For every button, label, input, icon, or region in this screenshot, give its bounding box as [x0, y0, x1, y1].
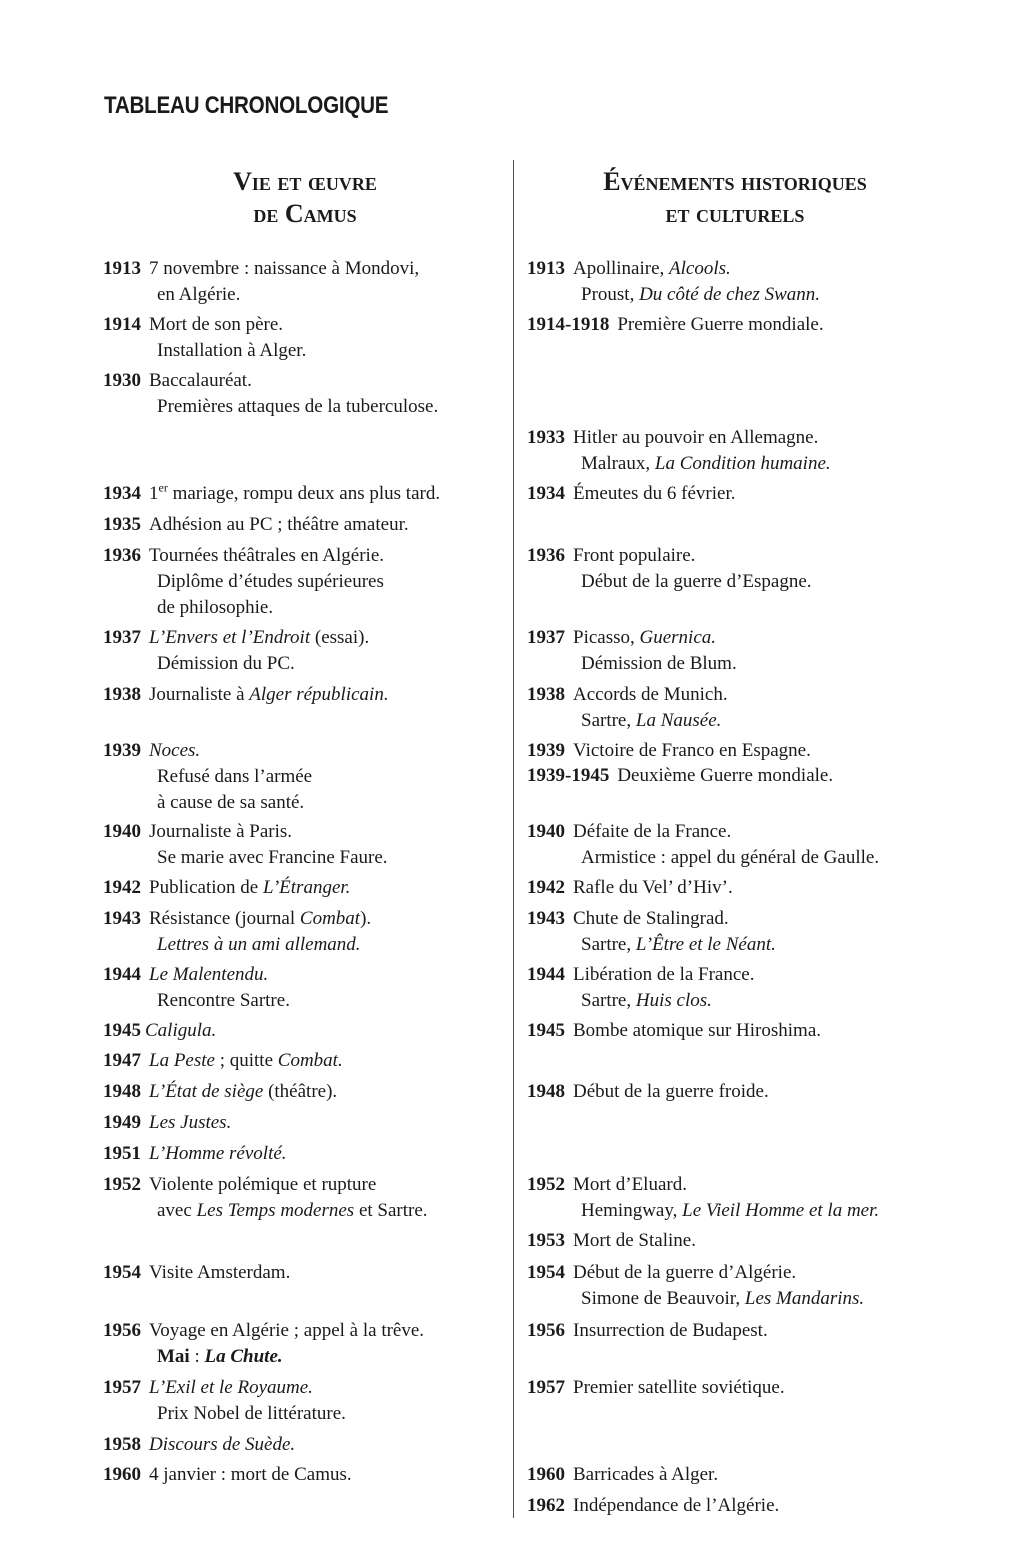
- right-entry-1913: 1913 Apollinaire, Alcools. Proust, Du côté de chez Swann.: [527, 258, 821, 305]
- right-entry-1914-1918: 1914-1918 Première Guerre mondiale.: [527, 314, 824, 335]
- left-entry-1951: 1951 L’Homme révolté.: [103, 1143, 287, 1164]
- year: 1934: [527, 483, 565, 504]
- right-entry-1938: 1938 Accords de Munich. Sartre, La Nausée.: [527, 684, 728, 731]
- year: 1940: [527, 821, 565, 842]
- left-entry-1937: 1937 L’Envers et l’Endroit (essai). Démission du PC.: [103, 627, 370, 674]
- column-divider: [513, 160, 514, 1518]
- right-entry-1957: 1957 Premier satellite soviétique.: [527, 1377, 785, 1398]
- right-entry-1936: 1936 Front populaire. Début de la guerre d’Espagne.: [527, 545, 812, 592]
- year: 1957: [527, 1377, 565, 1398]
- left-entry-1930: 1930 Baccalauréat. Premières attaques de la tuberculose.: [103, 370, 439, 417]
- right-entry-1940: 1940 Défaite de la France. Armistice : appel du général de Gaulle.: [527, 821, 880, 868]
- year: 1936: [103, 545, 141, 566]
- year: 1942: [527, 877, 565, 898]
- year: 1944: [527, 964, 565, 985]
- left-entry-1943: 1943 Résistance (journal Combat). Lettres à un ami allemand.: [103, 908, 372, 955]
- year: 1939-1945: [527, 765, 610, 786]
- right-entry-1939: 1939 Victoire de Franco en Espagne.: [527, 740, 811, 761]
- left-header-line1: Vie et œuvre: [233, 167, 377, 196]
- right-header-line2: et culturels: [665, 199, 805, 228]
- year: 1952: [103, 1174, 141, 1195]
- year: 1939: [527, 740, 565, 761]
- year: 1933: [527, 427, 565, 448]
- left-entry-1960: 1960 4 janvier : mort de Camus.: [103, 1464, 352, 1485]
- right-entry-1937: 1937 Picasso, Guernica. Démission de Blum.: [527, 627, 737, 674]
- left-entry-1957: 1957 L’Exil et le Royaume. Prix Nobel de littérature.: [103, 1377, 346, 1424]
- year: 1938: [527, 684, 565, 705]
- right-entry-1943: 1943 Chute de Stalingrad. Sartre, L’Être et le Néant.: [527, 908, 776, 955]
- year: 1913: [103, 258, 141, 279]
- year: 1948: [527, 1081, 565, 1102]
- year: 1951: [103, 1143, 141, 1164]
- right-entry-1942: 1942 Rafle du Vel’ d’Hiv’.: [527, 877, 733, 898]
- year: 1944: [103, 964, 141, 985]
- right-entry-1939-1945: 1939-1945 Deuxième Guerre mondiale.: [527, 765, 834, 786]
- year: 1957: [103, 1377, 141, 1398]
- right-header-line1: Événements historiques: [603, 167, 867, 196]
- year: 1930: [103, 370, 141, 391]
- year: 1913: [527, 258, 565, 279]
- right-entry-1948: 1948 Début de la guerre froide.: [527, 1081, 769, 1102]
- left-entry-1958: 1958 Discours de Suède.: [103, 1434, 296, 1455]
- right-entry-1954: 1954 Début de la guerre d’Algérie. Simone de Beauvoir, Les Mandarins.: [527, 1262, 865, 1309]
- year: 1960: [527, 1464, 565, 1485]
- year: 1954: [527, 1262, 565, 1283]
- year: 1914-1918: [527, 314, 610, 335]
- left-header-line2: de Camus: [253, 199, 357, 228]
- year: 1939: [103, 740, 141, 761]
- left-entry-1952: 1952 Violente polémique et rupture avec Les Temps modernes et Sartre.: [103, 1174, 428, 1221]
- year: 1960: [103, 1464, 141, 1485]
- year: 1962: [527, 1495, 565, 1516]
- year: 1952: [527, 1174, 565, 1195]
- year: 1947: [103, 1050, 141, 1071]
- year: 1958: [103, 1434, 141, 1455]
- year: 1938: [103, 684, 141, 705]
- left-entry-1947: 1947 La Peste ; quitte Combat.: [103, 1050, 343, 1071]
- year: 1943: [103, 908, 141, 929]
- left-entry-1934: 1934 1er mariage, rompu deux ans plus tard.: [103, 480, 441, 504]
- right-entry-1934: 1934 Émeutes du 6 février.: [527, 483, 736, 504]
- right-entry-1945: 1945 Bombe atomique sur Hiroshima.: [527, 1020, 822, 1041]
- right-column-header: [530, 166, 940, 230]
- left-entry-1913: 1913 7 novembre : naissance à Mondovi, en Algérie.: [103, 258, 420, 305]
- year: 1940: [103, 821, 141, 842]
- left-entry-1949: 1949 Les Justes.: [103, 1112, 232, 1133]
- left-entry-1954: 1954 Visite Amsterdam.: [103, 1262, 291, 1283]
- left-column-header: [150, 166, 460, 230]
- year: 1948: [103, 1081, 141, 1102]
- year: 1943: [527, 908, 565, 929]
- year: 1945: [103, 1020, 141, 1041]
- left-entry-1935: 1935 Adhésion au PC ; théâtre amateur.: [103, 514, 409, 535]
- year: 1935: [103, 514, 141, 535]
- right-entry-1960: 1960 Barricades à Alger.: [527, 1464, 719, 1485]
- right-entry-1962: 1962 Indépendance de l’Algérie.: [527, 1495, 780, 1516]
- right-entry-1944: 1944 Libération de la France. Sartre, Huis clos.: [527, 964, 755, 1011]
- year: 1956: [103, 1320, 141, 1341]
- year: 1942: [103, 877, 141, 898]
- left-entry-1936: 1936 Tournées théâtrales en Algérie. Diplôme d’études supérieures de philosophie.: [103, 545, 385, 618]
- left-entry-1945: 1945 Caligula.: [103, 1020, 217, 1041]
- year: 1956: [527, 1320, 565, 1341]
- page-title: TABLEAU CHRONOLOGIQUE: [104, 92, 389, 119]
- right-entry-1933: 1933 Hitler au pouvoir en Allemagne. Malraux, La Condition humaine.: [527, 427, 831, 474]
- right-entry-1952: 1952 Mort d’Eluard. Hemingway, Le Vieil Homme et la mer.: [527, 1174, 880, 1221]
- year: 1937: [527, 627, 565, 648]
- year: 1937: [103, 627, 141, 648]
- left-entry-1914: 1914 Mort de son père. Installation à Alger.: [103, 314, 307, 361]
- right-entry-1956: 1956 Insurrection de Budapest.: [527, 1320, 768, 1341]
- year: 1945: [527, 1020, 565, 1041]
- left-entry-1944: 1944 Le Malentendu. Rencontre Sartre.: [103, 964, 290, 1011]
- year: 1936: [527, 545, 565, 566]
- left-entry-1938: 1938 Journaliste à Alger républicain.: [103, 684, 389, 705]
- left-entry-1942: 1942 Publication de L’Étranger.: [103, 877, 351, 898]
- left-entry-1956: 1956 Voyage en Algérie ; appel à la trêve. Mai : La Chute.: [103, 1320, 425, 1367]
- year: 1953: [527, 1230, 565, 1251]
- left-entry-1940: 1940 Journaliste à Paris. Se marie avec Francine Faure.: [103, 821, 388, 868]
- year: 1914: [103, 314, 141, 335]
- left-entry-1939: 1939 Noces. Refusé dans l’armée à cause de sa santé.: [103, 740, 313, 813]
- left-entry-1948: 1948 L’État de siège (théâtre).: [103, 1081, 338, 1102]
- year: 1954: [103, 1262, 141, 1283]
- year: 1949: [103, 1112, 141, 1133]
- right-entry-1953: 1953 Mort de Staline.: [527, 1230, 696, 1251]
- year: 1934: [103, 483, 141, 504]
